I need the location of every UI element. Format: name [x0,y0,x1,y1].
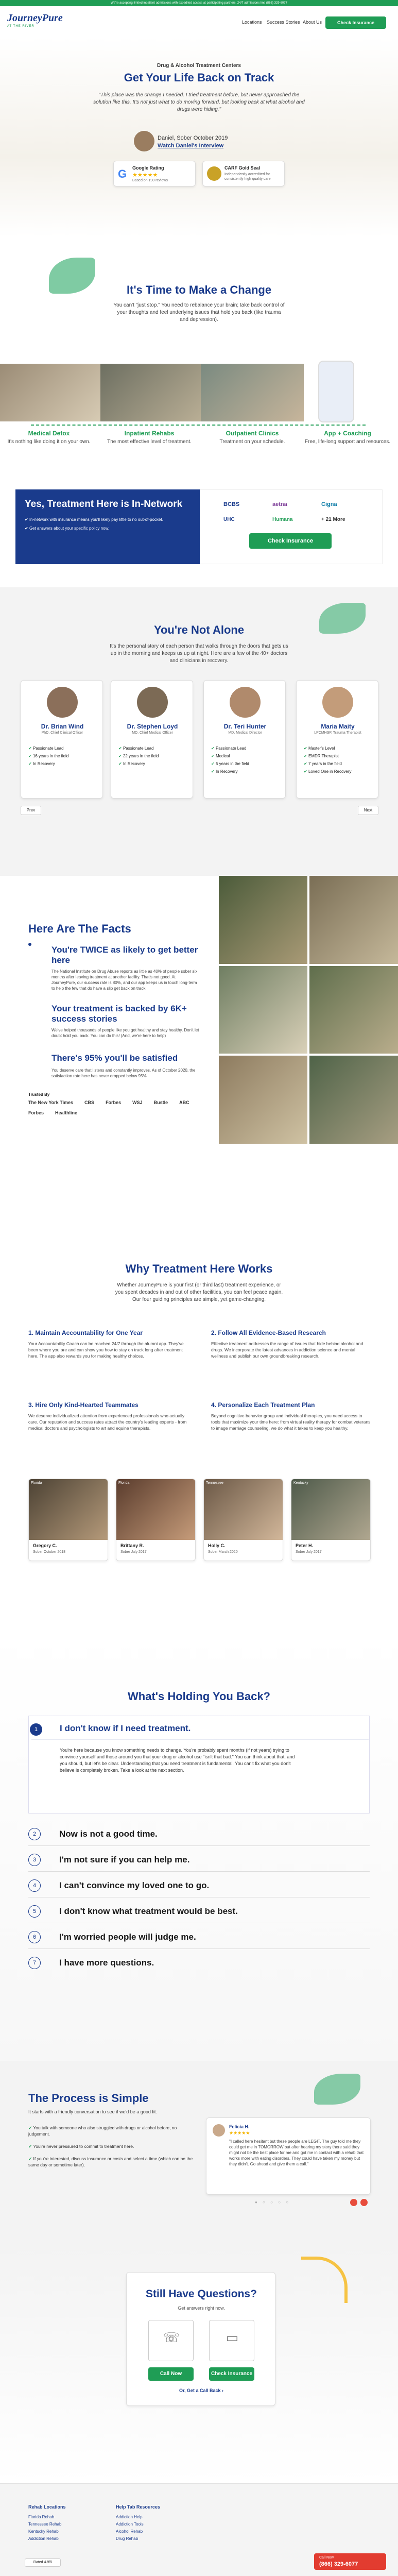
footer-link[interactable]: Kentucky Rehab [28,2529,59,2534]
process-subtitle: It starts with a friendly conversation to see if we'd be a good fit. [28,2109,157,2114]
main-nav [0,6,398,37]
staff-name: Dr. Teri Hunter [223,723,267,730]
why-item-text: Your Accountability Coach can be reached 24/7 through the alumni app. They've been where you are and can show you how to stay on track long after treatment here. The app also rewards you for making healthy choices. [28,1341,184,1359]
step-desc: It's nothing like doing it on your own. [7,439,91,445]
questions-section [0,2246,398,2483]
insurer-logo: BCBS [223,501,240,507]
faq-number: 6 [28,1931,41,1943]
brand-logo-sub: AT THE RIVER [7,25,34,28]
google-icon: G [118,167,127,180]
review-carousel-dots[interactable]: ● ○ ○ ○ ○ [255,2200,291,2205]
story-location: Florida [118,1481,130,1485]
faq-question-3[interactable]: I'm not sure if you can help me. [59,1855,190,1865]
faq-question-4[interactable]: I can't convince my loved one to go. [59,1880,210,1890]
bird-icon [314,2074,360,2105]
footer [0,2483,398,2576]
press-logo: The New York Times [28,1100,74,1105]
why-item [28,1401,188,1431]
carf-seal-icon [207,166,221,181]
hero-section [0,37,398,237]
faq-question-5[interactable]: I don't know what treatment would be best. [59,1906,238,1916]
press-logo: CBS [84,1100,95,1105]
inpatient-photo [100,364,201,421]
step-label: Medical Detox [28,430,70,437]
avatar [134,131,154,151]
staff-bullets: ✔ Passionate Lead ✔ Medical ✔ 5 years in the field ✔ In Recovery [211,746,249,774]
why-item [211,1329,371,1359]
why-item-title: 4. Personalize Each Treatment Plan [211,1401,315,1409]
facility-photo [219,876,307,964]
story-date: Sober July 2017 [296,1550,322,1554]
carousel-next-icon[interactable] [360,2199,368,2206]
faq-question-2[interactable]: Now is not a good time. [59,1829,158,1839]
carf-badge [202,161,285,187]
story-photo [291,1479,370,1540]
footer-link[interactable]: Alcohol Rehab [116,2529,143,2534]
hero-title: Get Your Life Back on Track [124,71,274,84]
story-location: Kentucky [293,1481,308,1485]
process-steps: ✔ You talk with someone who also struggled with drugs or alcohol before, no judgement. ✔ You're never pressured to commit to treatment here. ✔ If you're interested, discuss insurance or costs and select a time (which can be the same day or sometime later). [28,2125,193,2167]
why-item [211,1401,371,1431]
staff-role: PhD, Chief Clinical Officer [41,731,83,735]
footer-link[interactable]: Addiction Rehab [28,2536,59,2541]
staff-role: LPCMHSP, Trauma Therapist [314,731,361,735]
detox-photo [0,364,100,421]
footer-phone: (866) 329-6077 [319,2561,358,2567]
step-detox[interactable] [5,430,93,445]
facts-title: Here Are The Facts [28,922,131,935]
why-text: Whether JourneyPure is your first (or third last) treatment experience, or you spent decades in and out of other facilities, you can feel peace again. Our four guiding principles are simple, yet game-changing. [115,1282,283,1302]
faq-answer: You're here because you know something needs to change. You're probably spent months (if not years) trying to convince yourself and those around you that your drug or alcohol use "isn't that bad." You can think about that, and you should, but let's be clear. Understanding that you need treatment is fundamental. You can't fix what you don't believe is completely broken. Take a look at the next section. [60,1748,295,1773]
faq-section [0,1633,398,2061]
nav-link-about[interactable]: About Us [303,20,322,25]
process-step: You talk with someone who also struggled with drugs or alcohol before, no judgement. [28,2125,177,2137]
app-phone-image [318,361,354,422]
story-name: Peter H. [296,1543,314,1548]
callback-link[interactable]: Or, Get a Call Back › [179,2388,224,2393]
why-item-text: Beyond cognitive behavior group and individual therapies, you need access to tools that maximize your time here: from virtual reality therapy for combat veterans to image marriage counseling, we do what it takes to keep you healthy. [211,1413,371,1431]
staff-bullets: ✔ Passionate Lead ✔ 16 years in the field ✔ In Recovery [28,746,69,766]
network-check-insurance-button[interactable]: Check Insurance [249,533,332,549]
staff-card [21,680,103,799]
step-outpatient[interactable] [209,430,296,445]
in-network-panel [15,489,200,564]
change-section [0,237,398,526]
questions-sub: Get answers right now. [178,2306,225,2311]
staff-bullets: ✔ Passionate Lead ✔ 22 years in the field ✔ In Recovery [118,746,159,766]
staff-card [111,680,193,799]
footer-col-title: Help Tab Resources [116,2504,160,2510]
staff-name: Dr. Stephen Loyd [127,723,178,730]
rating-badge: Rated 4.9/5 [25,2558,61,2567]
change-text: You can't "just stop." You need to rebalance your brain; take back control of your thoughts and feel underlying issues that hold you back (like trauma and depression). [113,302,285,323]
faq-divider [28,1845,370,1846]
phone-icon: ☏ [163,2330,180,2345]
nav-link-locations[interactable]: Locations [242,20,262,25]
footer-link[interactable]: Tennessee Rehab [28,2522,62,2527]
press-logo: Forbes [28,1110,44,1115]
staff-role: MD, Chief Medical Officer [132,731,173,735]
faq-number: 2 [28,1828,41,1840]
process-title: The Process is Simple [28,2092,149,2105]
call-now-button[interactable]: Call Now [148,2367,194,2381]
google-rating-stars: ★★★★★ [132,172,158,178]
staff-name: Dr. Brian Wind [41,723,84,730]
questions-title: Still Have Questions? [146,2288,257,2300]
network-bullet: ✔ Get answers about your specific policy now. [25,526,110,531]
review-text: "I called here hesitant but these people are LEGIT. The guy told me they could get me in TOMORROW but after hearing my story there said they might not be the best place for me and got me in contact with a rehab that works more with eating disorders. They could have taken my money but they didn't. Go ahead and give them a call." [229,2139,364,2166]
network-title: Yes, Treatment Here is In-Network [25,499,183,510]
review-name: Felicia H. [229,2124,250,2129]
story-name: Holly C. [208,1543,226,1548]
hero-quote: "This place was the change I needed. I tried treatment before, but never approached the solution like this. It's not just what to do moving forward, but looking back at what alcohol and drugs were hiding." [93,92,305,112]
story-date: Sober March 2020 [208,1550,238,1554]
insurance-card-icon: ▭ [226,2330,239,2345]
avatar [230,687,261,718]
hero-interview-link[interactable]: Watch Daniel's Interview [158,143,224,149]
press-logo: WSJ [132,1100,143,1105]
story-card[interactable] [291,1479,371,1561]
facility-photo [219,1056,307,1144]
insurer-logo: aetna [272,501,287,507]
alone-title: You're Not Alone [153,623,245,636]
press-logo: Healthline [55,1110,78,1115]
check-insurance-button[interactable]: Check Insurance [209,2367,254,2381]
faq-question-7[interactable]: I have more questions. [59,1958,154,1968]
process-step: If you're interested, discuss insurance or costs and select a time (which can be the same day or sometime later). [28,2156,193,2167]
google-rating-title: Google Rating [132,165,164,171]
story-location: Tennessee [206,1481,223,1485]
insurance-option[interactable] [209,2320,254,2361]
footer-link[interactable]: Florida Rehab [28,2515,55,2519]
fact-marker [28,943,31,946]
fact-1-text: The National Institute on Drug Abuse reports as little as 40% of people sober six months after leaving treatment at another facility. That's not good. At JourneyPure, our success rate is 80%, and our app keeps us in touch long-term to help the few that do have a slip get back on track. [51,969,198,991]
faq-number: 1 [30,1723,42,1736]
story-photo [204,1479,283,1540]
footer-col-title: Rehab Locations [28,2504,66,2510]
carousel-prev-button[interactable]: Prev [21,806,41,815]
footer-col-links [28,2514,62,2543]
facility-photo [309,1056,398,1144]
why-item-text: We deserve individualized attention from experienced professionals who actually care. Our reputation and success rates attract the country's leading experts - from medical doctors and psychologists to art and equine therapists. [28,1413,187,1431]
insurer-logo: UHC [223,517,235,522]
review-card [206,2117,371,2195]
press-logo: ABC [179,1100,189,1105]
fact-1-title: You're TWICE as likely to get better here [51,945,198,965]
step-app[interactable] [304,430,391,445]
timeline-line [31,425,366,426]
arrow-doodle-icon [301,2257,348,2303]
brand-logo[interactable]: JourneyPure [7,12,63,24]
carf-title: CARF Gold Seal [224,165,261,171]
faq-number: 4 [28,1879,41,1892]
footer-call-label: Call Now [319,2556,334,2560]
nav-link-success[interactable]: Success Stories [267,20,300,25]
why-item-title: 3. Hire Only Kind-Hearted Teammates [28,1401,139,1409]
change-title: It's Time to Make a Change [126,283,272,296]
footer-link[interactable]: Addiction Tools [116,2522,144,2527]
google-rating-sub: Based on 190 reviews [132,179,168,182]
faq-number: 5 [28,1905,41,1918]
story-card[interactable] [116,1479,196,1561]
phone-option[interactable] [148,2320,194,2361]
insurer-logo: Humana [272,517,293,522]
footer-link[interactable]: Drug Rehab [116,2536,139,2541]
insurer-logo: Cigna [321,501,337,507]
story-location: Florida [31,1481,42,1485]
story-card[interactable] [28,1479,108,1561]
avatar [213,2124,225,2137]
google-rating-badge [113,161,196,187]
step-desc: Treatment on your schedule. [219,439,285,445]
hero-person-name: Daniel, Sober October 2019 [158,135,228,141]
press-logo: Bustle [153,1100,168,1105]
trusted-by-label: Trusted By [28,1092,50,1097]
press-logos [28,1100,198,1115]
faq-number: 3 [28,1854,41,1866]
questions-card [126,2272,275,2406]
step-label: App + Coaching [324,430,371,437]
review-stars: ★★★★★ [229,2130,250,2136]
why-item-text: Effective treatment addresses the range of issues that hide behind alcohol and drugs. We incorporate the latest advances in addiction science and mental wellness and publish our own groundbreaking research. [211,1341,364,1359]
alone-text: It's the personal story of each person that walks through the doors that gets us up in the morning and keeps us up at night. Here are a few of the 40+ doctors and clinicians in recovery. [110,643,288,664]
staff-bullets: ✔ Master's Level ✔ EMDR Therapist ✔ 7 years in the field ✔ Loved One in Recovery [304,746,352,774]
story-date: Sober July 2017 [120,1550,147,1554]
fact-2-text: We've helped thousands of people like you get healthy and stay healthy. Don't let doubt hold you back. You can do this! (And, we're here to help) [51,1028,199,1038]
press-logo: Forbes [106,1100,122,1105]
story-photo [116,1479,195,1540]
insurer-more: + 21 More [321,517,345,522]
outpatient-photo [201,364,304,421]
why-item-title: 1. Maintain Accountability for One Year [28,1329,143,1336]
faq-question: I don't know if I need treatment. [60,1723,191,1733]
story-date: Sober October 2018 [33,1550,66,1554]
avatar [322,687,353,718]
fact-2-title: Your treatment is backed by 6K+ success stories [51,1004,187,1024]
footer-call-button[interactable] [314,2553,386,2570]
step-inpatient[interactable] [106,430,193,445]
staff-card [203,680,286,799]
facility-photo [309,876,398,964]
insurers-panel [200,489,383,564]
announcement-bar: We're accepting limited inpatient admissions with expedited access at participating partners. 24/7 admissions line (866) 329-6077 [0,0,398,6]
carousel-prev-icon[interactable] [350,2199,357,2206]
avatar [47,687,78,718]
fact-3-text: You deserve care that listens and constantly improves. As of October 2020, the satisfaction rate here has never dropped below 95%. [51,1068,196,1078]
facility-photo [219,966,307,1054]
process-step: You're never pressured to commit to treatment here. [33,2144,134,2149]
not-alone-section [0,587,398,876]
carousel-next-button[interactable]: Next [358,806,378,815]
facility-photo-grid [219,876,398,1144]
why-item [28,1329,188,1359]
faq-open-item[interactable] [28,1716,370,1814]
why-title: Why Treatment Here Works [125,1262,273,1275]
carf-sub: Independently accredited for consistently high quality care [224,173,271,181]
process-section [0,2061,398,2246]
step-label: Inpatient Rehabs [124,430,175,437]
footer-link[interactable]: Addiction Help [116,2515,143,2519]
faq-number: 7 [28,1957,41,1969]
hero-eyebrow: Drug & Alcohol Treatment Centers [157,63,241,69]
story-name: Gregory C. [33,1543,57,1548]
why-item-title: 2. Follow All Evidence-Based Research [211,1329,326,1336]
staff-role: MD, Medical Director [228,731,262,735]
staff-name: Maria Maity [321,723,355,730]
why-section [0,1252,398,1633]
facts-section [0,876,398,1252]
faq-question-6[interactable]: I'm worried people will judge me. [59,1932,196,1942]
network-bullet: ✔ In-network with insurance means you'll likely pay little to no out-of-pocket. [25,517,163,522]
faq-divider [28,1871,370,1872]
step-desc: Free, life-long support and resources. [304,439,391,445]
faq-title: What's Holding You Back? [128,1690,270,1703]
story-card[interactable] [203,1479,283,1561]
avatar [137,687,168,718]
story-name: Brittany R. [120,1543,144,1548]
step-label: Outpatient Clinics [226,430,279,437]
fact-3-title: There's 95% you'll be satisfied [51,1053,178,1063]
nav-check-insurance-button[interactable]: Check Insurance [325,16,386,29]
story-photo [29,1479,108,1540]
footer-col-links [116,2514,144,2543]
facility-photo [309,966,398,1054]
step-desc: The most effective level of treatment. [107,439,192,445]
staff-card [296,680,378,799]
faq-divider [28,1948,370,1949]
